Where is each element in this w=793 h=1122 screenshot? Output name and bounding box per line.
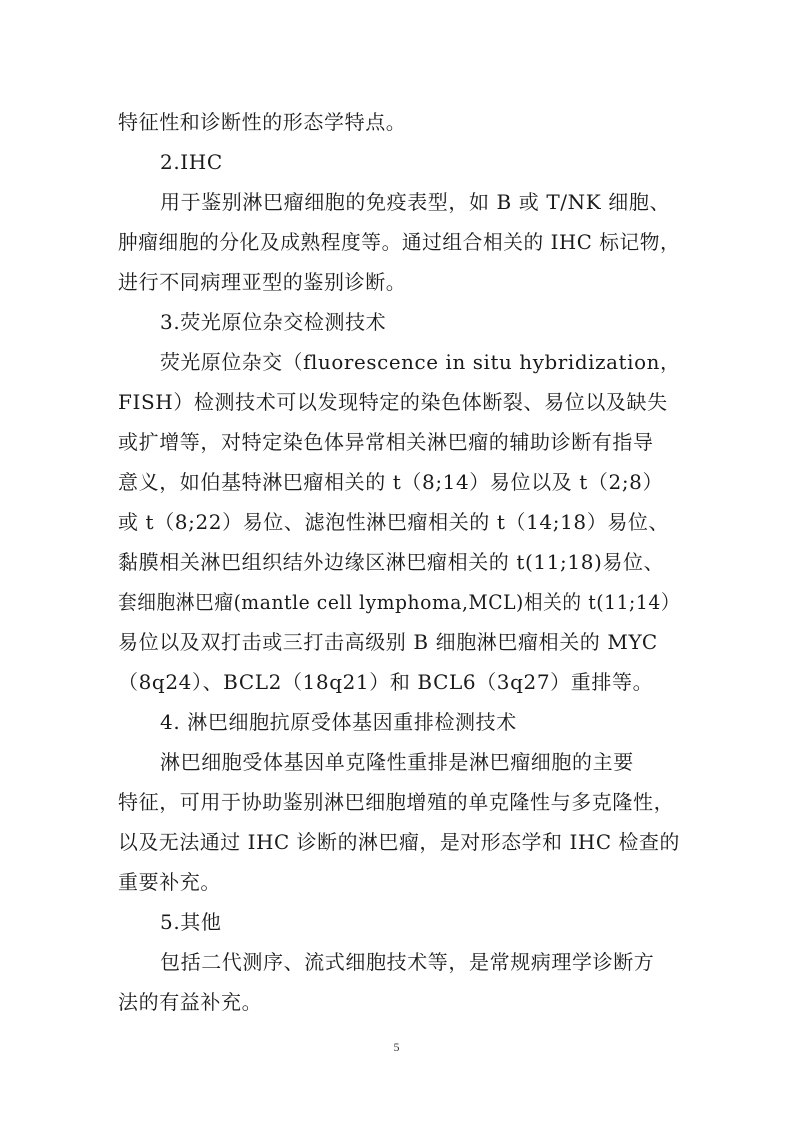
paragraph-line: 包括二代测序、流式细胞技术等，是常规病理学诊断方 (160, 950, 655, 974)
paragraph-line: 重要补充。 (118, 870, 221, 894)
paragraph-line: 进行不同病理亚型的鉴别诊断。 (118, 270, 407, 294)
paragraph-line: 黏膜相关淋巴组织结外边缘区淋巴瘤相关的 t(11;18)易位、 (118, 550, 665, 574)
paragraph-line: 特征，可用于协助鉴别淋巴细胞增殖的单克隆性与多克隆性， (118, 790, 675, 814)
paragraph-line: 或 t（8;22）易位、滤泡性淋巴瘤相关的 t（14;18）易位、 (118, 510, 670, 534)
paragraph-line: 或扩增等，对特定染色体异常相关淋巴瘤的辅助诊断有指导 (118, 430, 654, 454)
section-heading: 2.IHC (160, 150, 223, 174)
section-heading: 5.其他 (160, 910, 222, 934)
paragraph-line: 肿瘤细胞的分化及成熟程度等。通过组合相关的 IHC 标记物， (118, 230, 681, 254)
paragraph-line: 套细胞淋巴瘤(mantle cell lymphoma,MCL)相关的 t(11;14） (118, 590, 681, 614)
section-heading: 3.荧光原位杂交检测技术 (160, 310, 387, 334)
paragraph-line: 用于鉴别淋巴瘤细胞的免疫表型，如 B 或 T/NK 细胞、 (160, 190, 671, 214)
paragraph-line: 意义，如伯基特淋巴瘤相关的 t（8;14）易位以及 t（2;8） (118, 470, 664, 494)
paragraph-line: 法的有益补充。 (118, 990, 263, 1014)
paragraph-line: 淋巴细胞受体基因单克隆性重排是淋巴瘤细胞的主要 (160, 750, 634, 774)
paragraph-line: FISH）检测技术可以发现特定的染色体断裂、易位以及缺失 (118, 390, 668, 414)
paragraph-line: （8q24）、BCL2（18q21）和 BCL6（3q27）重排等。 (118, 670, 654, 694)
paragraph-line: 以及无法通过 IHC 诊断的淋巴瘤，是对形态学和 IHC 检查的 (118, 830, 680, 854)
page-number: 5 (393, 1040, 400, 1054)
paragraph-line: 特征性和诊断性的形态学特点。 (118, 110, 407, 134)
paragraph-line: 易位以及双打击或三打击高级别 B 细胞淋巴瘤相关的 MYC (118, 630, 658, 654)
section-heading: 4. 淋巴细胞抗原受体基因重排检测技术 (160, 710, 517, 734)
paragraph-line: 荧光原位杂交（fluorescence in situ hybridization， (160, 350, 681, 374)
